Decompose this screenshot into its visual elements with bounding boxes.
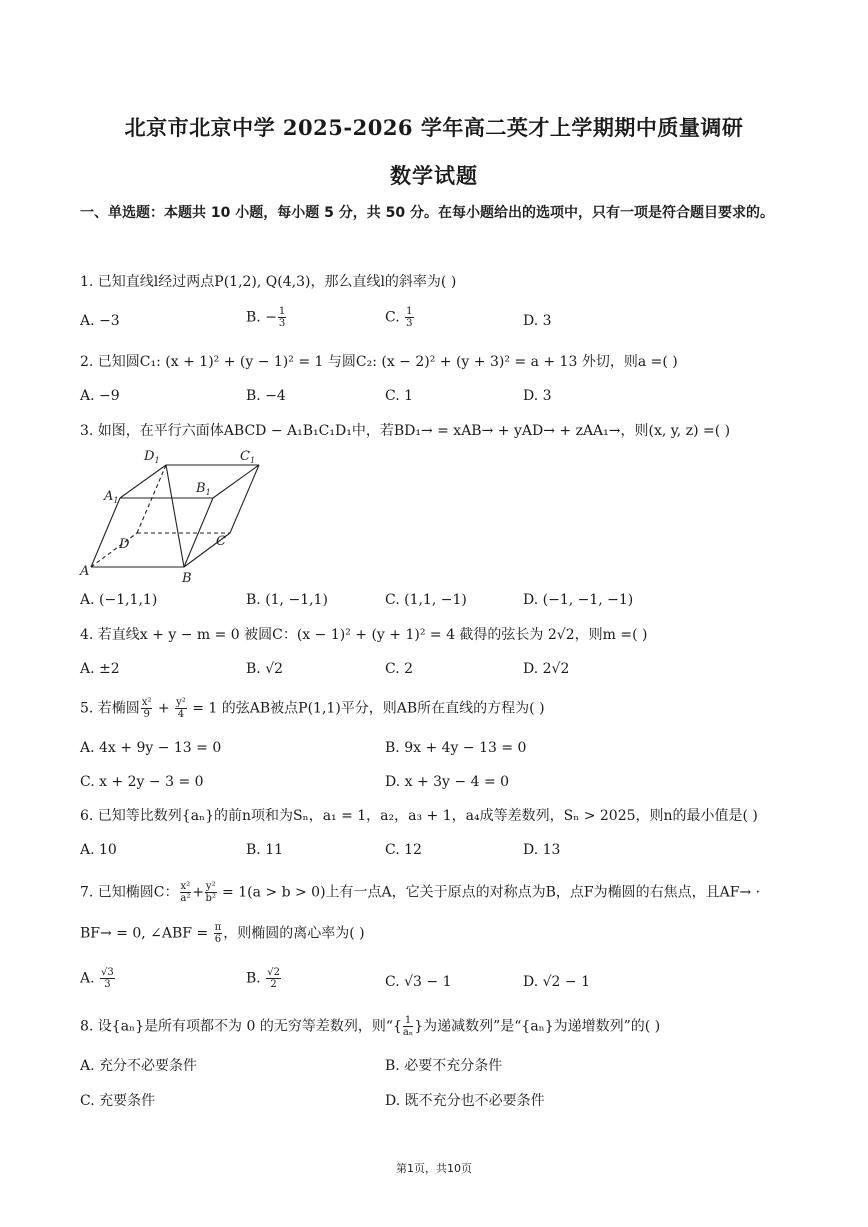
question-6: 6. 已知等比数列{aₙ}的前n项和为Sₙ，a₁ = 1，a₂，a₃ + 1，a₄成等差数列，Sₙ > 2025，则n的最小值是( ) (80, 808, 758, 824)
q5-option-d: D. x + 3y − 4 = 0 (385, 774, 510, 790)
label-a: A (80, 564, 90, 579)
question-1: 1. 已知直线l经过两点P(1,2), Q(4,3)，那么直线l的斜率为( ) (80, 274, 457, 290)
q8-option-a: A. 充分不必要条件 (80, 1058, 198, 1074)
question-4: 4. 若直线x + y − m = 0 被圆C：(x − 1)² + (y + 1)² = 4 截得的弦长为 2√2，则m =( ) (80, 627, 648, 643)
q6-option-a: A. 10 (80, 842, 117, 858)
q2-option-b: B. −4 (246, 388, 286, 404)
q3-option-b: B. (1, −1,1) (246, 592, 328, 608)
q4-option-b: B. √2 (246, 661, 284, 677)
label-b1: $B_1$ (196, 481, 211, 497)
q7-option-b: B. $\frac{√2}{2}$ (246, 967, 280, 990)
label-b: B (182, 571, 192, 585)
q5-option-b: B. 9x + 4y − 13 = 0 (385, 740, 527, 756)
parallelepiped-figure (78, 445, 278, 585)
q1-option-c: C. $\frac{1}{3}$ (385, 306, 413, 329)
question-3: 3. 如图，在平行六面体ABCD − A₁B₁C₁D₁中，若BD₁→ = xAB→ + yAD→ + zAA₁→，则(x, y, z) =( ) (80, 423, 731, 439)
q5-option-c: C. x + 2y − 3 = 0 (80, 774, 204, 790)
q6-option-d: D. 13 (523, 842, 561, 858)
exam-title: 北京市北京中学 2025-2026 学年高二英才上学期期中质量调研 (124, 115, 744, 140)
q7-option-a: A. $\frac{√3}{3}$ (80, 967, 114, 990)
q8-option-b: B. 必要不充分条件 (385, 1058, 503, 1074)
question-7-line-1: 7. 已知椭圆C： $\frac{\text{x²}}{\text{a²}}$ + $\frac{\text{y²}}{\text{b²}}$ = 1(a > b > 0)上有一点A，它关于原点的对称点为B，点F为椭圆的右焦点，且AF→ · (80, 881, 761, 904)
question-7-line-2: BF→ = 0, ∠ABF = $\frac{\pi}{6}$ ，则椭圆的离心率为( ) (80, 922, 365, 945)
label-d1: $D_1$ (144, 449, 160, 465)
question-2: 2. 已知圆C₁: (x + 1)² + (y − 1)² = 1 与圆C₂: (x − 2)² + (y + 3)² = a + 13 外切，则a =( ) (80, 354, 678, 370)
q2-option-a: A. −9 (80, 388, 120, 404)
label-d: D (119, 537, 130, 552)
page-footer: 第1页，共10页 (396, 1162, 472, 1175)
q8-option-c: C. 充要条件 (80, 1093, 156, 1109)
label-c: C (216, 534, 226, 549)
question-5: 5. 若椭圆 $\frac{\text{x²}}{9}$ + $\frac{\text{y²}}{4}$ = 1 的弦AB被点P(1,1)平分，则AB所在直线的方程为( ) (80, 697, 545, 720)
q3-option-c: C. (1,1, −1) (385, 592, 467, 608)
q3-option-a: A. (−1,1,1) (80, 592, 158, 608)
q6-option-c: C. 12 (385, 842, 422, 858)
q4-option-d: D. 2√2 (523, 661, 570, 677)
q4-option-c: C. 2 (385, 661, 414, 677)
q2-option-d: D. 3 (523, 388, 552, 404)
q3-option-d: D. (−1, −1, −1) (523, 592, 634, 608)
label-a1: $A_1$ (104, 489, 119, 505)
q8-option-d: D. 既不充分也不必要条件 (385, 1093, 545, 1109)
q2-option-c: C. 1 (385, 388, 414, 404)
q1-option-d: D. 3 (523, 313, 552, 329)
q7-option-d: D. √2 − 1 (523, 974, 590, 990)
q1-option-a: A. −3 (80, 313, 120, 329)
section-heading: 一、单选题：本题共 10 小题，每小题 5 分，共 50 分。在每小题给出的选项中，只有一项是符合题目要求的。 (80, 205, 774, 221)
label-c1: $C_1$ (240, 449, 256, 465)
q5-option-a: A. 4x + 9y − 13 = 0 (80, 740, 222, 756)
q4-option-a: A. ±2 (80, 661, 120, 677)
exam-subtitle: 数学试题 (390, 163, 478, 188)
q7-option-c: C. √3 − 1 (385, 974, 452, 990)
question-8: 8. 设{aₙ}是所有项都不为 0 的无穷等差数列，则“{ $\frac{1}{\text{aₙ}}$ }为递减数列”是“{aₙ}为递增数列”的( ) (80, 1015, 661, 1038)
q1-option-b: B. − $\frac{1}{3}$ (246, 306, 286, 329)
q6-option-b: B. 11 (246, 842, 284, 858)
